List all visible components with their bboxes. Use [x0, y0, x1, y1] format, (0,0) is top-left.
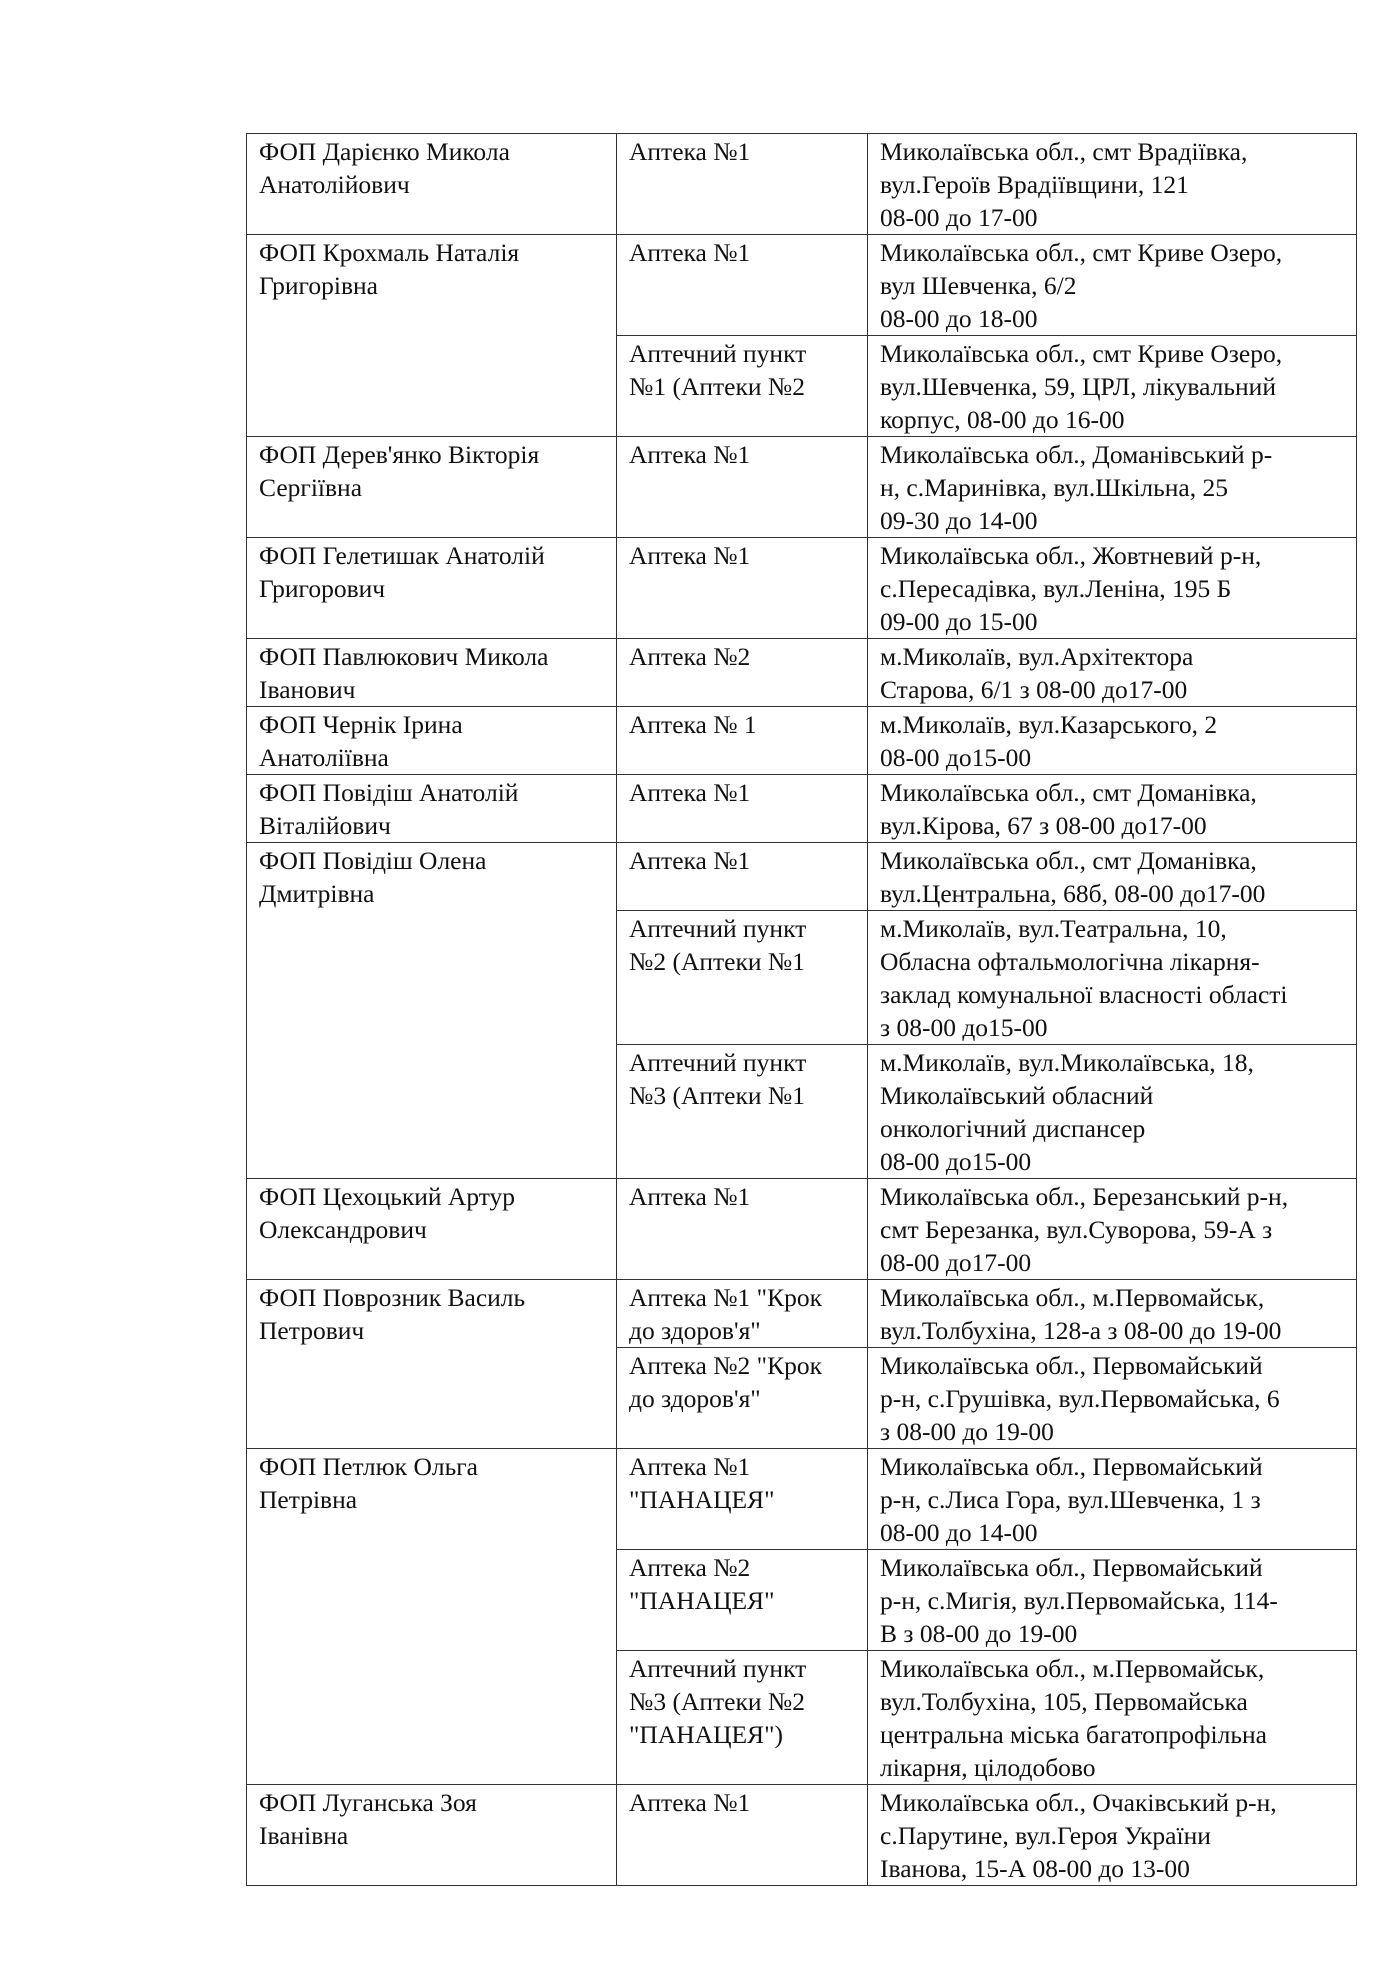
pharmacy-name-cell: Аптека №1	[617, 134, 868, 235]
address-hours-cell: Миколаївська обл., смт Криве Озеро, вул Шевченка, 6/2 08-00 до 18-00	[868, 235, 1357, 336]
pharmacy-name-cell: Аптека №2	[617, 639, 868, 707]
owner-name-cell: ФОП Павлюкович Микола Іванович	[247, 639, 617, 707]
address-hours-cell: Миколаївська обл., смт Доманівка, вул.Центральна, 68б, 08-00 до17-00	[868, 843, 1357, 911]
address-hours-cell: м.Миколаїв, вул.Театральна, 10, Обласна офтальмологічна лікарня- заклад комунальної власності області з 08-00 до15-00	[868, 911, 1357, 1045]
pharmacy-name-cell: Аптечний пункт №2 (Аптеки №1	[617, 911, 868, 1045]
address-hours-cell: Миколаївська обл., Жовтневий р-н, с.Пересадівка, вул.Леніна, 195 Б 09-00 до 15-00	[868, 538, 1357, 639]
owner-name-cell: ФОП Дарієнко Микола Анатолійович	[247, 134, 617, 235]
address-hours-cell: м.Миколаїв, вул.Казарського, 2 08-00 до15-00	[868, 707, 1357, 775]
address-hours-cell: Миколаївська обл., Доманівський р- н, с.Маринівка, вул.Шкільна, 25 09-30 до 14-00	[868, 437, 1357, 538]
address-hours-cell: Миколаївська обл., смт Доманівка, вул.Кірова, 67 з 08-00 до17-00	[868, 775, 1357, 843]
address-hours-cell: Миколаївська обл., смт Криве Озеро, вул.Шевченка, 59, ЦРЛ, лікувальний корпус, 08-00 до 16-00	[868, 336, 1357, 437]
owner-name-cell: ФОП Дерев'янко Вікторія Сергіївна	[247, 437, 617, 538]
pharmacy-name-cell: Аптека №2 "Крок до здоров'я"	[617, 1348, 868, 1449]
address-hours-cell: Миколаївська обл., м.Первомайськ, вул.Толбухіна, 105, Первомайська центральна міська багатопрофільна лікарня, цілодобово	[868, 1651, 1357, 1785]
pharmacy-name-cell: Аптека №1	[617, 538, 868, 639]
table-row	[247, 235, 1357, 336]
table-row	[247, 1280, 1357, 1348]
pharmacy-name-cell: Аптека №1	[617, 235, 868, 336]
table-row	[247, 134, 1357, 235]
pharmacy-name-cell: Аптека №1	[617, 1179, 868, 1280]
table-row	[247, 1449, 1357, 1550]
owner-name-cell: ФОП Чернік Ірина Анатоліївна	[247, 707, 617, 775]
pharmacy-name-cell: Аптека №1 "Крок до здоров'я"	[617, 1280, 868, 1348]
owner-name-cell: ФОП Повідіш Анатолій Віталійович	[247, 775, 617, 843]
owner-name-cell: ФОП Крохмаль Наталія Григорівна	[247, 235, 617, 437]
pharmacy-name-cell: Аптека №1	[617, 437, 868, 538]
owner-name-cell: ФОП Петлюк Ольга Петрівна	[247, 1449, 617, 1785]
address-hours-cell: Миколаївська обл., Первомайський р-н, с.Лиса Гора, вул.Шевченка, 1 з 08-00 до 14-00	[868, 1449, 1357, 1550]
address-hours-cell: Миколаївська обл., м.Первомайськ, вул.Толбухіна, 128-а з 08-00 до 19-00	[868, 1280, 1357, 1348]
pharmacy-name-cell: Аптека №1	[617, 1785, 868, 1886]
table-row	[247, 707, 1357, 775]
address-hours-cell: Миколаївська обл., смт Врадіївка, вул.Героїв Врадіївщини, 121 08-00 до 17-00	[868, 134, 1357, 235]
pharmacy-name-cell: Аптека №1 "ПАНАЦЕЯ"	[617, 1449, 868, 1550]
pharmacy-name-cell: Аптека №2 "ПАНАЦЕЯ"	[617, 1550, 868, 1651]
pharmacy-name-cell: Аптека №1	[617, 843, 868, 911]
table-row	[247, 843, 1357, 911]
pharmacy-name-cell: Аптечний пункт №3 (Аптеки №1	[617, 1045, 868, 1179]
pharmacy-name-cell: Аптека № 1	[617, 707, 868, 775]
table-body	[247, 134, 1357, 1886]
owner-name-cell: ФОП Гелетишак Анатолій Григорович	[247, 538, 617, 639]
owner-name-cell: ФОП Повідіш Олена Дмитрівна	[247, 843, 617, 1179]
address-hours-cell: Миколаївська обл., Первомайський р-н, с.Мигія, вул.Первомайська, 114- В з 08-00 до 19-00	[868, 1550, 1357, 1651]
table-row	[247, 437, 1357, 538]
pharmacy-table	[246, 133, 1357, 1886]
table-row	[247, 538, 1357, 639]
pharmacy-name-cell: Аптечний пункт №1 (Аптеки №2	[617, 336, 868, 437]
table-row	[247, 1179, 1357, 1280]
address-hours-cell: Миколаївська обл., Березанський р-н, смт Березанка, вул.Суворова, 59-А з 08-00 до17-00	[868, 1179, 1357, 1280]
address-hours-cell: м.Миколаїв, вул.Архітектора Старова, 6/1 з 08-00 до17-00	[868, 639, 1357, 707]
table-row	[247, 639, 1357, 707]
owner-name-cell: ФОП Цехоцький Артур Олександрович	[247, 1179, 617, 1280]
owner-name-cell: ФОП Луганська Зоя Іванівна	[247, 1785, 617, 1886]
address-hours-cell: Миколаївська обл., Первомайський р-н, с.Грушівка, вул.Первомайська, 6 з 08-00 до 19-00	[868, 1348, 1357, 1449]
address-hours-cell: м.Миколаїв, вул.Миколаївська, 18, Миколаївський обласний онкологічний диспансер 08-00 до15-00	[868, 1045, 1357, 1179]
table-row	[247, 1785, 1357, 1886]
pharmacy-name-cell: Аптечний пункт №3 (Аптеки №2 "ПАНАЦЕЯ")	[617, 1651, 868, 1785]
pharmacy-name-cell: Аптека №1	[617, 775, 868, 843]
owner-name-cell: ФОП Поврозник Василь Петрович	[247, 1280, 617, 1449]
address-hours-cell: Миколаївська обл., Очаківський р-н, с.Парутине, вул.Героя України Іванова, 15-А 08-00 до 13-00	[868, 1785, 1357, 1886]
table-row	[247, 775, 1357, 843]
